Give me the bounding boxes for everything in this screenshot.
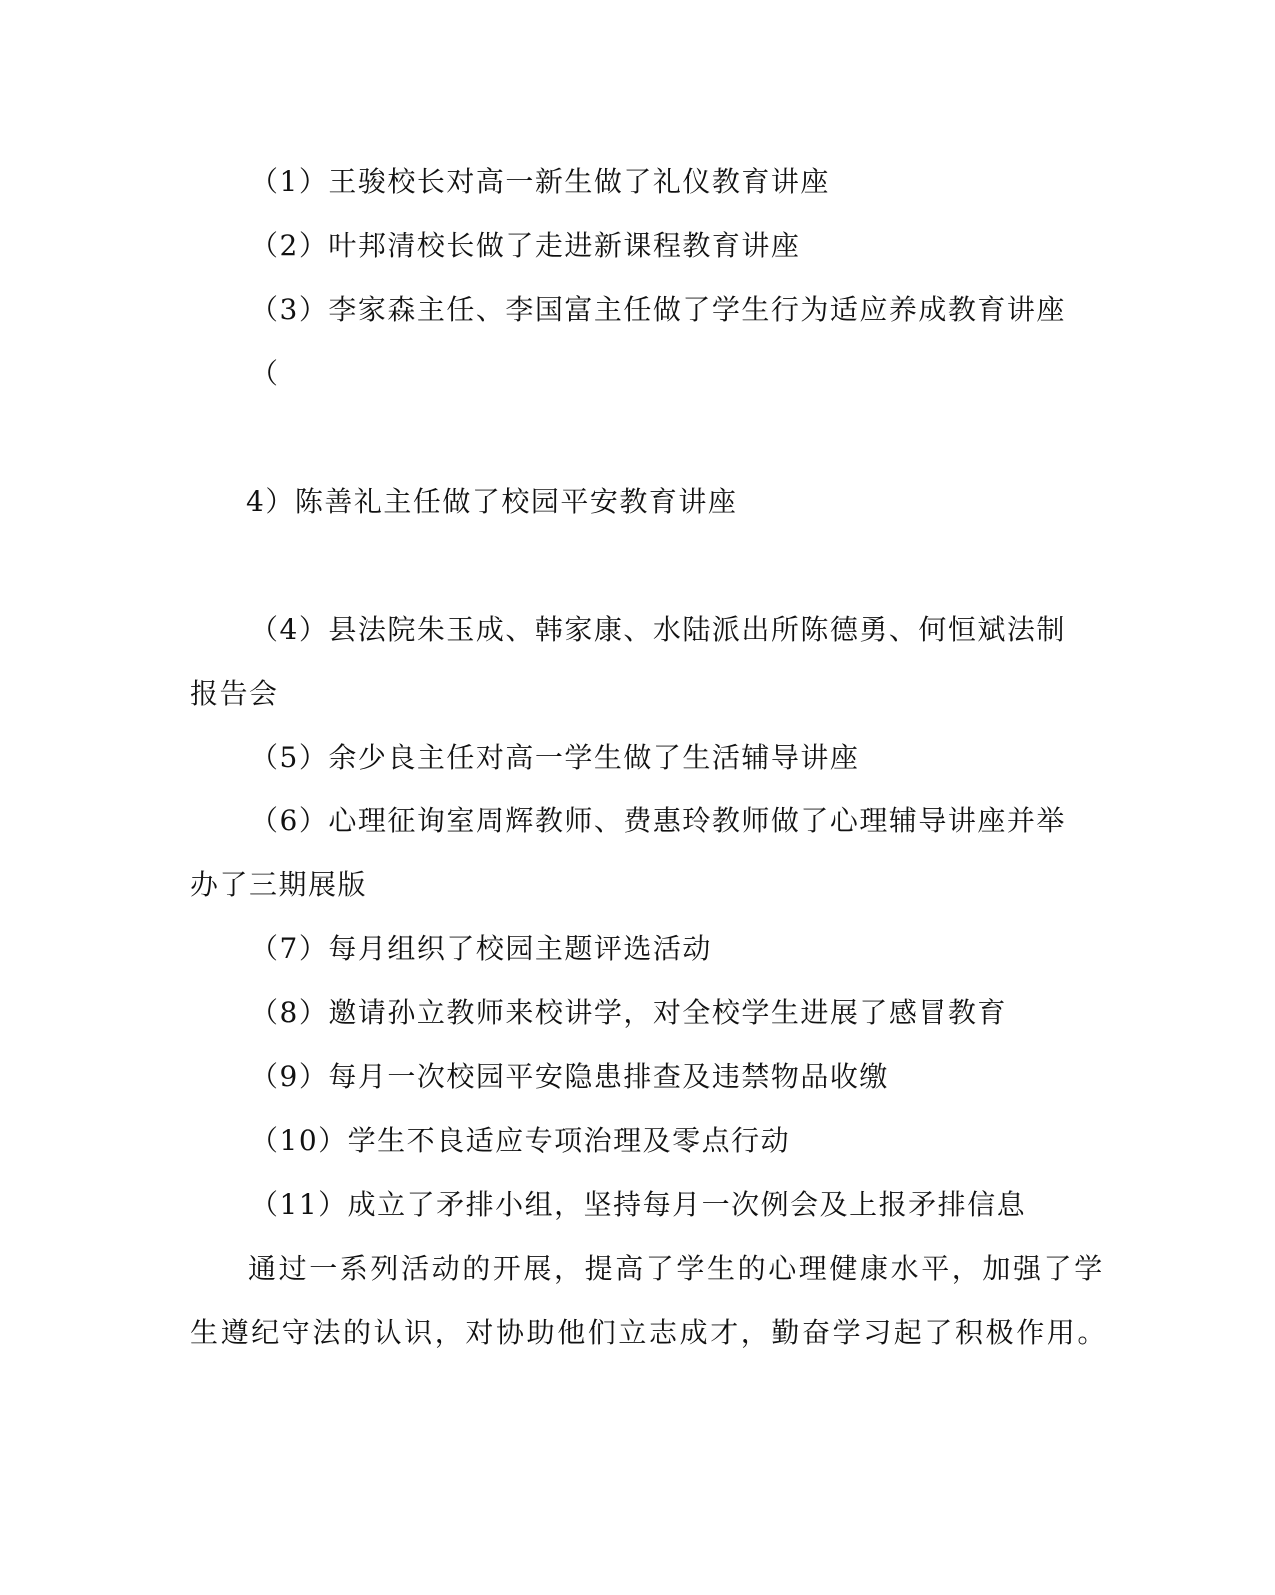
list-item-6-continuation: 办了三期展版 bbox=[190, 868, 368, 901]
list-item-11: （11）成立了矛排小组，坚持每月一次例会及上报矛排信息 bbox=[250, 1188, 1027, 1221]
list-item-4a: 4）陈善礼主任做了校园平安教育讲座 bbox=[246, 485, 738, 518]
stray-parenthesis: （ bbox=[250, 357, 280, 390]
summary-paragraph-line-2: 生遵纪守法的认识，对协助他们立志成才，勤奋学习起了积极作用。 bbox=[190, 1316, 1109, 1349]
list-item-10: （10）学生不良适应专项治理及零点行动 bbox=[250, 1124, 791, 1157]
list-item-5: （5）余少良主任对高一学生做了生活辅导讲座 bbox=[250, 741, 860, 774]
list-item-4b: （4）县法院朱玉成、韩家康、水陆派出所陈德勇、何恒斌法制 bbox=[250, 613, 1066, 646]
list-item-6: （6）心理征询室周辉教师、费惠玲教师做了心理辅导讲座并举 bbox=[250, 804, 1066, 837]
list-item-9: （9）每月一次校园平安隐患排查及违禁物品收缴 bbox=[250, 1060, 889, 1093]
list-item-4b-continuation: 报告会 bbox=[190, 677, 279, 710]
list-item-2: （2）叶邦清校长做了走进新课程教育讲座 bbox=[250, 229, 801, 262]
list-item-7: （7）每月组织了校园主题评选活动 bbox=[250, 932, 712, 965]
list-item-1: （1）王骏校长对高一新生做了礼仪教育讲座 bbox=[250, 165, 830, 198]
list-item-3: （3）李家森主任、李国富主任做了学生行为适应养成教育讲座 bbox=[250, 293, 1066, 326]
summary-paragraph-line-1: 通过一系列活动的开展，提高了学生的心理健康水平，加强了学 bbox=[248, 1252, 1105, 1285]
list-item-8: （8）邀请孙立教师来校讲学，对全校学生进展了感冒教育 bbox=[250, 996, 1007, 1029]
